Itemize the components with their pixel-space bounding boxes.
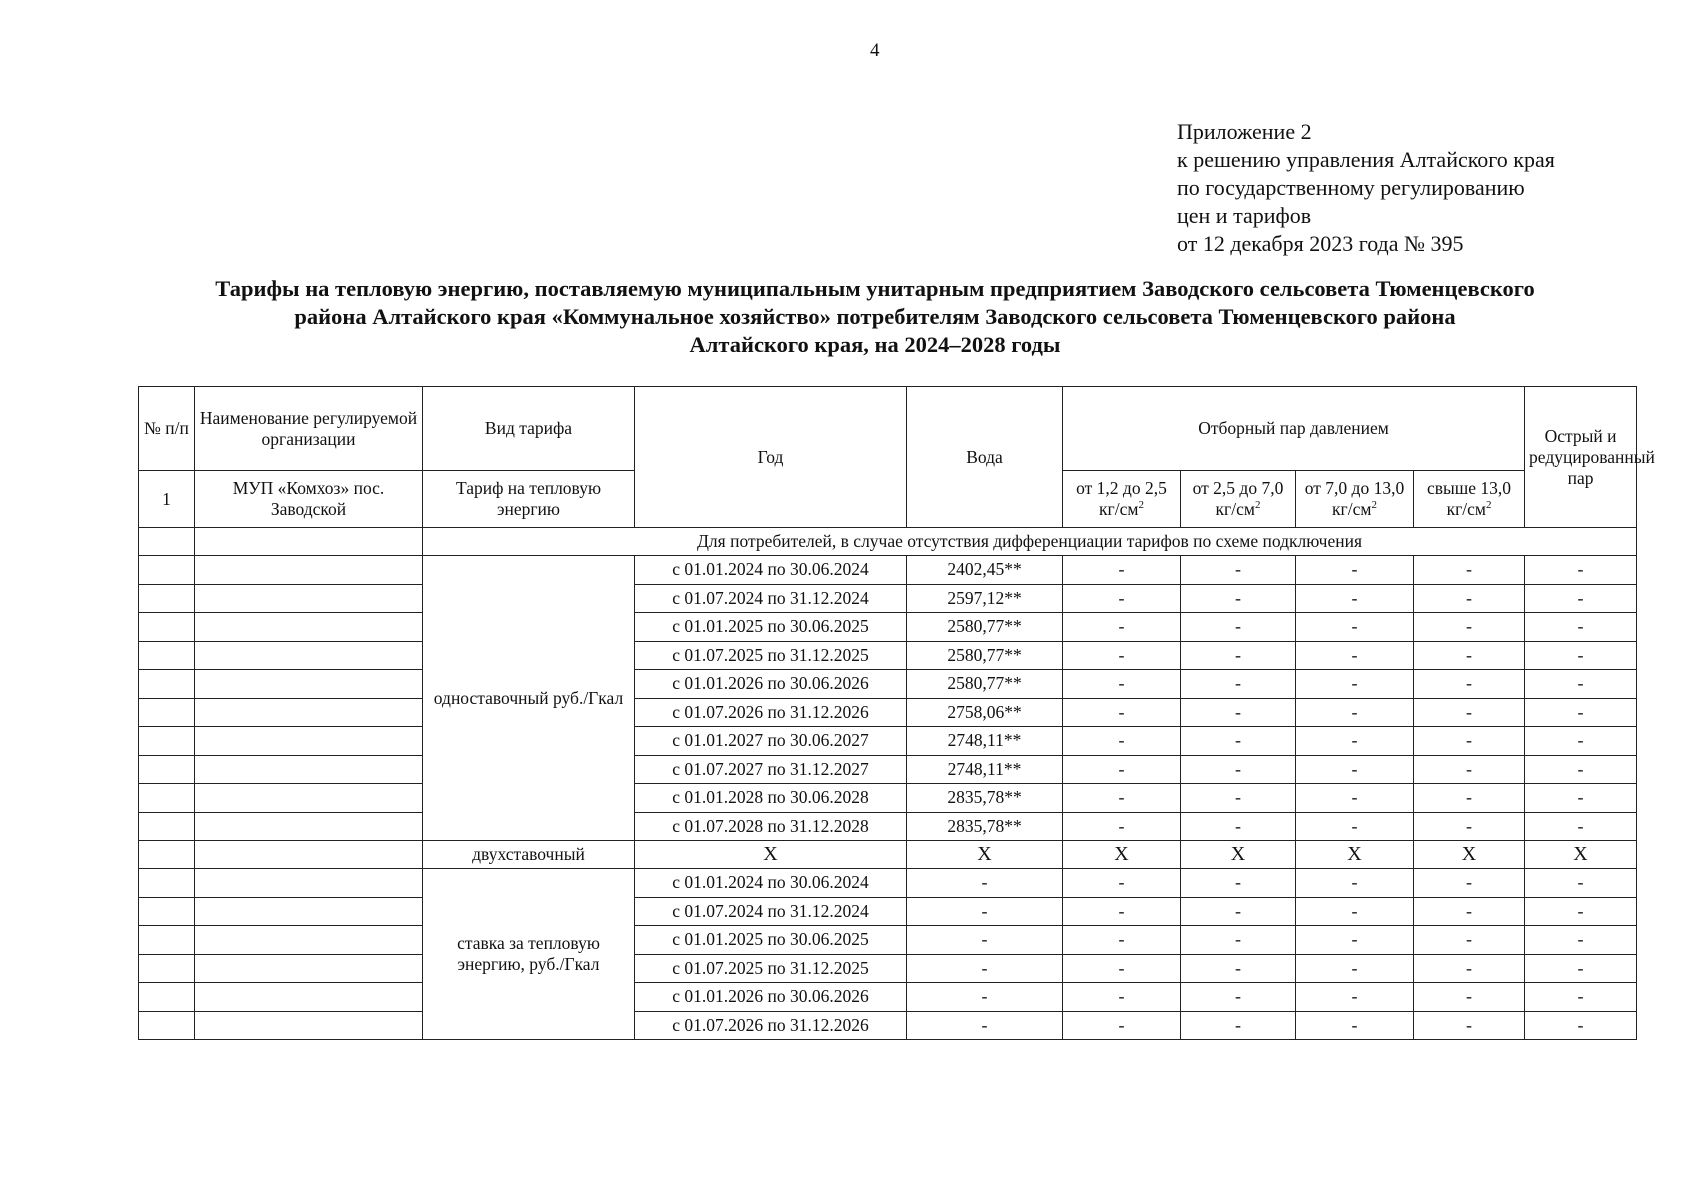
empty-cell bbox=[139, 613, 195, 642]
empty-cell bbox=[195, 584, 423, 613]
empty-cell bbox=[195, 926, 423, 955]
empty-cell bbox=[139, 897, 195, 926]
steam-value: - bbox=[1414, 641, 1525, 670]
not-applicable-cell: Х bbox=[635, 841, 907, 869]
unit-superscript: 2 bbox=[1485, 499, 1492, 512]
steam-value: - bbox=[1525, 1011, 1637, 1040]
steam-value: - bbox=[1525, 755, 1637, 784]
steam-value: - bbox=[1525, 926, 1637, 955]
appendix-line: цен и тарифов bbox=[1177, 203, 1312, 228]
steam-value: - bbox=[1181, 613, 1296, 642]
appendix-line: Приложение 2 bbox=[1177, 119, 1312, 144]
empty-cell bbox=[195, 528, 423, 556]
water-value: - bbox=[907, 1011, 1063, 1040]
water-value: - bbox=[907, 954, 1063, 983]
steam-value: - bbox=[1414, 1011, 1525, 1040]
heat-rate-label: ставка за тепловую энергию, руб./Гкал bbox=[423, 869, 635, 1040]
steam-value: - bbox=[1181, 584, 1296, 613]
steam-value: - bbox=[1181, 727, 1296, 756]
appendix-line: по государственному регулированию bbox=[1177, 175, 1525, 200]
steam-value: - bbox=[1414, 954, 1525, 983]
steam-value: - bbox=[1063, 698, 1181, 727]
one-part-label: одноставочный руб./Гкал bbox=[423, 556, 635, 841]
period-cell: с 01.01.2027 по 30.06.2027 bbox=[635, 727, 907, 756]
steam-value: - bbox=[1296, 755, 1414, 784]
steam-value: - bbox=[1063, 812, 1181, 841]
empty-cell bbox=[139, 556, 195, 585]
steam-value: - bbox=[1414, 670, 1525, 699]
water-value: 2835,78** bbox=[907, 784, 1063, 813]
steam-value: - bbox=[1296, 698, 1414, 727]
water-value: 2758,06** bbox=[907, 698, 1063, 727]
empty-cell bbox=[195, 698, 423, 727]
steam-value: - bbox=[1063, 784, 1181, 813]
steam-value: - bbox=[1181, 897, 1296, 926]
steam-value: - bbox=[1414, 784, 1525, 813]
steam-value: - bbox=[1414, 755, 1525, 784]
water-value: 2580,77** bbox=[907, 613, 1063, 642]
steam-value: - bbox=[1296, 897, 1414, 926]
table-row bbox=[139, 670, 1637, 699]
steam-value: - bbox=[1414, 926, 1525, 955]
steam-value: - bbox=[1296, 670, 1414, 699]
water-value: 2835,78** bbox=[907, 812, 1063, 841]
steam-value: - bbox=[1525, 869, 1637, 898]
steam-value: - bbox=[1063, 897, 1181, 926]
steam-value: - bbox=[1181, 641, 1296, 670]
steam-value: - bbox=[1525, 556, 1637, 585]
empty-cell bbox=[139, 727, 195, 756]
empty-cell bbox=[139, 983, 195, 1012]
steam-value: - bbox=[1296, 1011, 1414, 1040]
not-applicable-cell: Х bbox=[907, 841, 1063, 869]
period-cell: с 01.07.2026 по 31.12.2026 bbox=[635, 1011, 907, 1040]
table-row bbox=[139, 784, 1637, 813]
water-value: - bbox=[907, 983, 1063, 1012]
empty-cell bbox=[195, 784, 423, 813]
steam-value: - bbox=[1296, 926, 1414, 955]
period-cell: с 01.07.2028 по 31.12.2028 bbox=[635, 812, 907, 841]
header-tariff-type: Вид тарифа bbox=[423, 387, 635, 471]
document-title bbox=[150, 275, 1600, 359]
empty-cell bbox=[195, 897, 423, 926]
steam-value: - bbox=[1063, 670, 1181, 699]
table-row bbox=[139, 926, 1637, 955]
table-row bbox=[139, 1011, 1637, 1040]
org-row-name: МУП «Комхоз» пос. Заводской bbox=[195, 471, 423, 528]
empty-cell bbox=[195, 954, 423, 983]
header-steam-4 bbox=[1414, 471, 1525, 528]
steam-value: - bbox=[1063, 755, 1181, 784]
period-cell: с 01.01.2026 по 30.06.2026 bbox=[635, 983, 907, 1012]
period-cell: с 01.07.2027 по 31.12.2027 bbox=[635, 755, 907, 784]
steam-value: - bbox=[1414, 869, 1525, 898]
period-cell: с 01.01.2024 по 30.06.2024 bbox=[635, 869, 907, 898]
steam-value: - bbox=[1181, 1011, 1296, 1040]
steam-value: - bbox=[1181, 755, 1296, 784]
steam-value: - bbox=[1181, 869, 1296, 898]
unit-superscript: 2 bbox=[1138, 499, 1144, 512]
period-cell: с 01.07.2025 по 31.12.2025 bbox=[635, 641, 907, 670]
water-value: 2748,11** bbox=[907, 755, 1063, 784]
steam-value: - bbox=[1525, 954, 1637, 983]
steam-value: - bbox=[1414, 613, 1525, 642]
water-value: - bbox=[907, 897, 1063, 926]
table-row bbox=[139, 983, 1637, 1012]
section-title: Для потребителей, в случае отсутствия дифференциации тарифов по схеме подключения bbox=[423, 528, 1637, 556]
steam-value: - bbox=[1414, 727, 1525, 756]
steam-value: - bbox=[1296, 869, 1414, 898]
empty-cell bbox=[139, 841, 195, 869]
empty-cell bbox=[139, 1011, 195, 1040]
appendix-line: от 12 декабря 2023 года № 395 bbox=[1177, 231, 1464, 256]
steam-value: - bbox=[1063, 1011, 1181, 1040]
steam-value: - bbox=[1181, 954, 1296, 983]
appendix-block bbox=[1177, 118, 1555, 258]
empty-cell bbox=[139, 670, 195, 699]
steam-value: - bbox=[1181, 698, 1296, 727]
steam-value: - bbox=[1181, 926, 1296, 955]
table-row bbox=[139, 954, 1637, 983]
table-row bbox=[139, 556, 1637, 585]
empty-cell bbox=[139, 812, 195, 841]
steam-value: - bbox=[1063, 869, 1181, 898]
empty-cell bbox=[139, 641, 195, 670]
steam-value: - bbox=[1525, 812, 1637, 841]
empty-cell bbox=[195, 613, 423, 642]
appendix-line: к решению управления Алтайского края bbox=[1177, 147, 1555, 172]
steam-value: - bbox=[1063, 954, 1181, 983]
table-row bbox=[139, 698, 1637, 727]
unit-superscript: 2 bbox=[1371, 499, 1377, 512]
steam-value: - bbox=[1525, 698, 1637, 727]
empty-cell bbox=[139, 926, 195, 955]
steam-value: - bbox=[1525, 641, 1637, 670]
header-steam-3-text: от 7,0 до 13,0 кг/см bbox=[1304, 478, 1405, 519]
empty-cell bbox=[195, 812, 423, 841]
table-row bbox=[139, 641, 1637, 670]
steam-value: - bbox=[1063, 584, 1181, 613]
header-steam-2-text: от 2,5 до 7,0 кг/см bbox=[1192, 478, 1284, 519]
header-sharp-steam: Острый и редуцированный пар bbox=[1525, 387, 1637, 528]
org-row-num: 1 bbox=[139, 471, 195, 528]
table-row bbox=[139, 755, 1637, 784]
steam-value: - bbox=[1296, 784, 1414, 813]
empty-cell bbox=[195, 869, 423, 898]
steam-value: - bbox=[1296, 983, 1414, 1012]
header-steam-3 bbox=[1296, 471, 1414, 528]
period-cell: с 01.01.2028 по 30.06.2028 bbox=[635, 784, 907, 813]
steam-value: - bbox=[1414, 983, 1525, 1012]
empty-cell bbox=[195, 670, 423, 699]
table-row bbox=[139, 584, 1637, 613]
table-row bbox=[139, 727, 1637, 756]
steam-value: - bbox=[1181, 812, 1296, 841]
org-row-tariff: Тариф на тепловую энергию bbox=[423, 471, 635, 528]
steam-value: - bbox=[1525, 727, 1637, 756]
title-line: Алтайского края, на 2024–2028 годы bbox=[689, 332, 1061, 357]
water-value: 2597,12** bbox=[907, 584, 1063, 613]
steam-value: - bbox=[1181, 670, 1296, 699]
unit-superscript: 2 bbox=[1254, 499, 1261, 512]
header-steam: Отборный пар давлением bbox=[1063, 387, 1525, 471]
two-part-label: двухставочный bbox=[423, 841, 635, 869]
header-num: № п/п bbox=[139, 387, 195, 471]
period-cell: с 01.07.2025 по 31.12.2025 bbox=[635, 954, 907, 983]
table-row bbox=[139, 613, 1637, 642]
steam-value: - bbox=[1063, 641, 1181, 670]
period-cell: с 01.07.2024 по 31.12.2024 bbox=[635, 897, 907, 926]
period-cell: с 01.07.2024 по 31.12.2024 bbox=[635, 584, 907, 613]
steam-value: - bbox=[1063, 983, 1181, 1012]
empty-cell bbox=[139, 869, 195, 898]
steam-value: - bbox=[1181, 556, 1296, 585]
table-row bbox=[139, 841, 1637, 869]
page-number: 4 bbox=[870, 40, 880, 61]
title-line: Тарифы на тепловую энергию, поставляемую муниципальным унитарным предприятием Заводского сельсовета Тюменцевского bbox=[215, 276, 1535, 301]
period-cell: с 01.01.2026 по 30.06.2026 bbox=[635, 670, 907, 699]
not-applicable-cell: Х bbox=[1525, 841, 1637, 869]
empty-cell bbox=[195, 556, 423, 585]
period-cell: с 01.07.2026 по 31.12.2026 bbox=[635, 698, 907, 727]
steam-value: - bbox=[1525, 613, 1637, 642]
period-cell: с 01.01.2025 по 30.06.2025 bbox=[635, 613, 907, 642]
not-applicable-cell: Х bbox=[1181, 841, 1296, 869]
steam-value: - bbox=[1414, 812, 1525, 841]
not-applicable-cell: Х bbox=[1063, 841, 1181, 869]
not-applicable-cell: Х bbox=[1296, 841, 1414, 869]
table-row bbox=[139, 812, 1637, 841]
header-org: Наименование регулируемой организации bbox=[195, 387, 423, 471]
water-value: 2580,77** bbox=[907, 641, 1063, 670]
steam-value: - bbox=[1296, 641, 1414, 670]
table-row bbox=[139, 897, 1637, 926]
empty-cell bbox=[195, 841, 423, 869]
steam-value: - bbox=[1063, 556, 1181, 585]
steam-value: - bbox=[1414, 556, 1525, 585]
steam-value: - bbox=[1525, 584, 1637, 613]
header-steam-1-text: от 1,2 до 2,5 кг/см bbox=[1076, 478, 1167, 519]
water-value: 2580,77** bbox=[907, 670, 1063, 699]
steam-value: - bbox=[1063, 727, 1181, 756]
water-value: - bbox=[907, 926, 1063, 955]
title-line: района Алтайского края «Коммунальное хозяйство» потребителям Заводского сельсовета Тюменцевского района bbox=[294, 304, 1456, 329]
steam-value: - bbox=[1296, 613, 1414, 642]
header-steam-2 bbox=[1181, 471, 1296, 528]
water-value: 2748,11** bbox=[907, 727, 1063, 756]
empty-cell bbox=[195, 727, 423, 756]
steam-value: - bbox=[1414, 897, 1525, 926]
empty-cell bbox=[139, 755, 195, 784]
steam-value: - bbox=[1296, 727, 1414, 756]
steam-value: - bbox=[1063, 613, 1181, 642]
table-row bbox=[139, 869, 1637, 898]
empty-cell bbox=[195, 1011, 423, 1040]
steam-value: - bbox=[1525, 784, 1637, 813]
period-cell: с 01.01.2024 по 30.06.2024 bbox=[635, 556, 907, 585]
steam-value: - bbox=[1063, 926, 1181, 955]
empty-cell bbox=[195, 983, 423, 1012]
header-steam-4-text: свыше 13,0 кг/см bbox=[1427, 478, 1512, 519]
steam-value: - bbox=[1414, 698, 1525, 727]
steam-value: - bbox=[1525, 670, 1637, 699]
empty-cell bbox=[139, 954, 195, 983]
header-water: Вода bbox=[907, 387, 1063, 528]
steam-value: - bbox=[1296, 812, 1414, 841]
empty-cell bbox=[139, 584, 195, 613]
steam-value: - bbox=[1414, 584, 1525, 613]
steam-value: - bbox=[1181, 983, 1296, 1012]
empty-cell bbox=[195, 755, 423, 784]
header-steam-1 bbox=[1063, 471, 1181, 528]
steam-value: - bbox=[1296, 556, 1414, 585]
steam-value: - bbox=[1296, 584, 1414, 613]
empty-cell bbox=[139, 784, 195, 813]
water-value: 2402,45** bbox=[907, 556, 1063, 585]
water-value: - bbox=[907, 869, 1063, 898]
not-applicable-cell: Х bbox=[1414, 841, 1525, 869]
steam-value: - bbox=[1296, 954, 1414, 983]
empty-cell bbox=[139, 698, 195, 727]
steam-value: - bbox=[1181, 784, 1296, 813]
period-cell: с 01.01.2025 по 30.06.2025 bbox=[635, 926, 907, 955]
empty-cell bbox=[195, 641, 423, 670]
steam-value: - bbox=[1525, 897, 1637, 926]
header-year: Год bbox=[635, 387, 907, 528]
steam-value: - bbox=[1525, 983, 1637, 1012]
tariff-table bbox=[138, 386, 1655, 1040]
empty-cell bbox=[139, 528, 195, 556]
